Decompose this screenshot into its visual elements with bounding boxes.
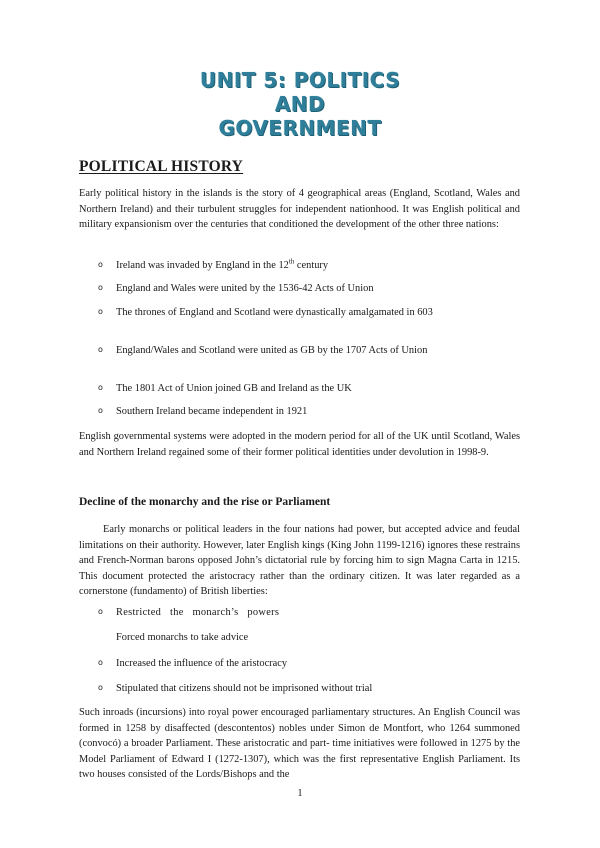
title-line-1: UNIT 5: POLITICS (199, 68, 401, 92)
closing-paragraph: English governmental systems were adopted in the modern period for all of the UK until Scotland, Wales and Northern Ireland regained some of their former political identities under devolution in 1998-9. (79, 431, 520, 458)
list-item (98, 258, 328, 273)
bullet-marker: o (98, 260, 103, 269)
list-item (98, 656, 287, 671)
bullet-marker: o (98, 283, 103, 292)
list-item-text: Increased the influence of the aristocracy (116, 658, 288, 669)
list-item (98, 343, 427, 358)
bullet-marker: o (98, 406, 103, 415)
bullet-marker: o (98, 683, 103, 692)
page-number: 1 (297, 788, 303, 799)
bullet-marker: o (98, 345, 103, 354)
list-item-text: England/Wales and Scotland were united as GB by the 1707 Acts of Union (116, 345, 428, 356)
magna-carta-paragraph: Early monarchs or political leaders in the four nations had power, but accepted advice and feudal limitations on their authority. However, later English kings (King John 1199-1216) ignores these restrains and French-Norman barons opposed John’s dictatorial rule by forcing him to sign Magna Carta in 1215. This document protected the aristocracy rather than the ordinary citizen. It was later regarded as a cornerstone (fundamento) of British liberties: (79, 524, 520, 598)
list-item (98, 381, 352, 396)
title-line-2: AND (274, 92, 326, 116)
section-heading-political-history: POLITICAL HISTORY (79, 158, 244, 175)
list-item-text: Stipulated that citizens should not be imprisoned without trial (116, 683, 373, 694)
list-item-text: Ireland was invaded by England in the 12 (116, 260, 289, 271)
sub-item: Forced monarchs to take advice (116, 632, 249, 643)
list-item-text: century (294, 260, 329, 271)
list-item-text: Southern Ireland became independent in 1921 (116, 406, 308, 417)
bullet-marker: o (98, 307, 103, 316)
bullet-marker: o (98, 658, 103, 667)
list-item-text: Restricted the monarch’s powers (116, 607, 280, 618)
intro-paragraph: Early political history in the islands is the story of 4 geographical areas (England, Scotland, Wales and Northern Ireland) and their turbulent struggles for independent nationhood. It was English political and military expansionism over the centuries that conditioned the development of the other three nations: (79, 188, 520, 231)
list-item (98, 605, 279, 620)
section-heading-decline-monarchy: Decline of the monarchy and the rise or Parliament (79, 496, 331, 508)
list-item (98, 404, 307, 419)
list-item (98, 681, 372, 696)
parliament-paragraph: Such inroads (incursions) into royal power encouraged parliamentary structures. An English Council was formed in 1258 by disaffected (descontentos) nobles under Simon de Montfort, who 1264 summoned (convocó) a broader Parliament. These aristocratic and part- time initiatives were followed in 1275 by the Model Parliament of Edward I (1272-1307), which was the first representative English Parliament. Its two houses consisted of the Lords/Bishops and the (79, 707, 520, 781)
bullet-marker: o (98, 607, 103, 616)
superscript: th (288, 257, 295, 266)
list-item (98, 305, 433, 320)
bullet-marker: o (98, 383, 103, 392)
list-item-text: The 1801 Act of Union joined GB and Ireland as the UK (116, 383, 352, 394)
unit-title (0, 68, 600, 140)
title-line-3: GOVERNMENT (218, 116, 382, 140)
list-item-text: The thrones of England and Scotland were dynastically amalgamated in 603 (116, 307, 433, 318)
list-item-text: England and Wales were united by the 1536-42 Acts of Union (116, 283, 374, 294)
list-item (98, 281, 374, 296)
